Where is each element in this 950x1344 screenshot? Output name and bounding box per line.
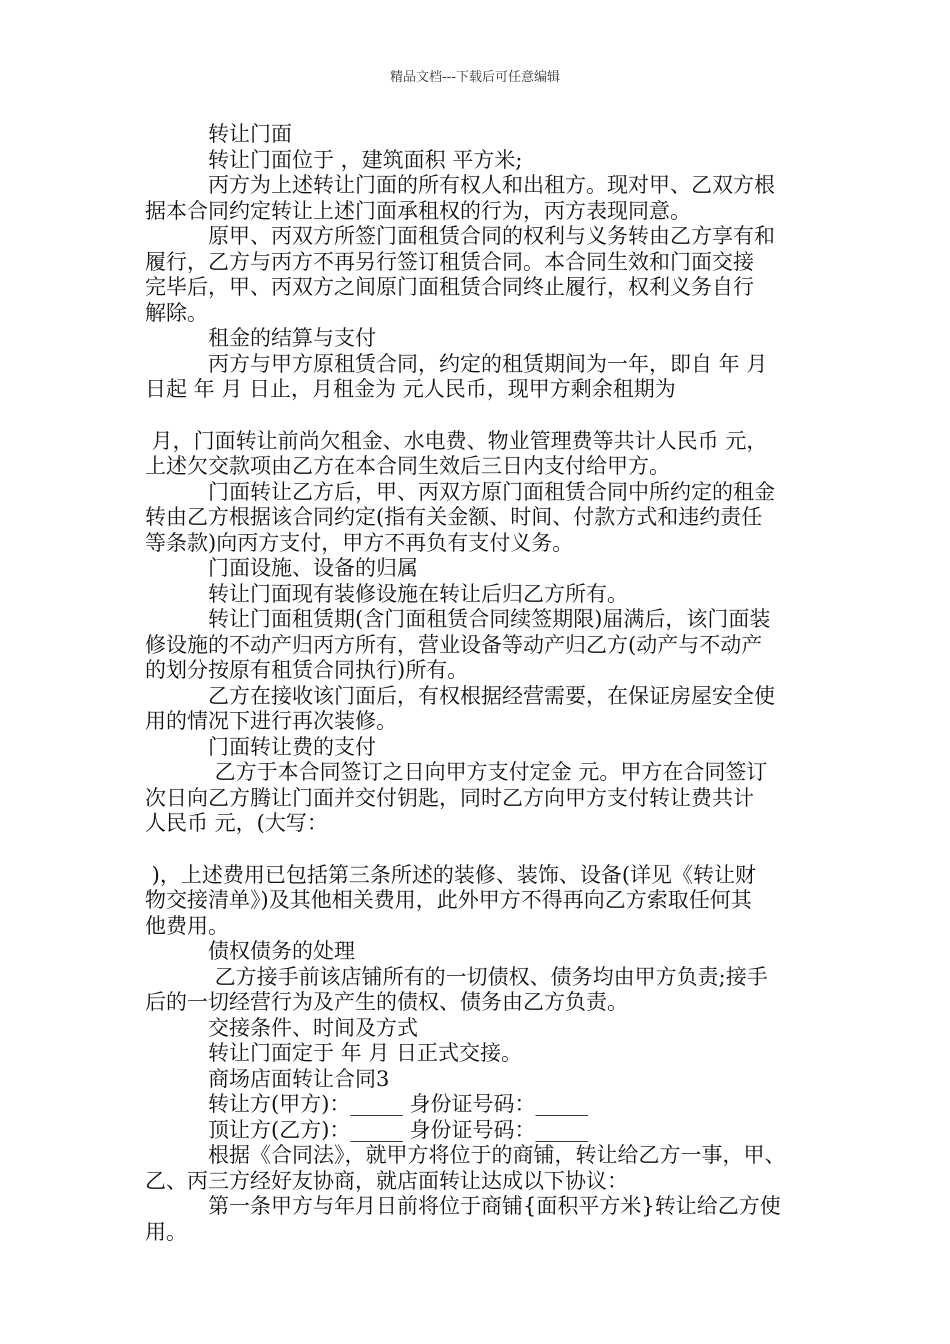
paragraph-line: 原甲、丙双方所签门面租赁合同的权利与义务转由乙方享有和 bbox=[145, 224, 775, 248]
paragraph-line: 转让门面租赁期(含门面租赁合同续签期限)届满后，该门面装 bbox=[145, 607, 771, 631]
contract-title: 商场店面转让合同3 bbox=[145, 1066, 390, 1091]
paragraph-line: 丙方与甲方原租赁合同，约定的租赁期间为一年，即自 年 月 bbox=[145, 351, 768, 376]
section-heading: 租金的结算与支付 bbox=[145, 326, 376, 350]
paragraph-line: 转让门面现有装修设施在转让后归乙方所有。 bbox=[145, 581, 628, 606]
paragraph-line: 解除。 bbox=[145, 300, 208, 325]
section-heading: 门面转让费的支付 bbox=[145, 734, 376, 759]
paragraph-line: 次日向乙方腾让门面并交付钥匙，同时乙方向甲方支付转让费共计 bbox=[145, 785, 754, 810]
document-body bbox=[145, 122, 815, 1245]
section-heading: 转让门面 bbox=[145, 122, 292, 146]
paragraph-line: 完毕后，甲、丙双方之间原门面租赁合同终止履行，权利义务自行 bbox=[145, 275, 754, 299]
paragraph-line: 月，门面转让前尚欠租金、水电费、物业管理费等共计人民币 元， bbox=[145, 428, 768, 453]
paragraph-line: 乙方于本合同签订之日向甲方支付定金 元。甲方在合同签订 bbox=[145, 760, 768, 784]
paragraph-line: 转让门面位于 ，建筑面积 平方米; bbox=[145, 147, 523, 172]
transferor-line: 转让方(甲方)：_____ 身份证号码：_____ bbox=[145, 1092, 589, 1116]
section-heading: 交接条件、时间及方式 bbox=[145, 1015, 418, 1040]
paragraph-line: 履行，乙方与丙方不再另行签订租赁合同。本合同生效和门面交接 bbox=[145, 249, 754, 274]
paragraph-line: )，上述费用已包括第三条所述的装修、装饰、设备(详见《转让财 bbox=[145, 862, 757, 887]
paragraph-line: 用的情况下进行再次装修。 bbox=[145, 709, 397, 733]
paragraph-line: 根据《合同法》，就甲方将位于的商铺，转让给乙方一事，甲、 bbox=[145, 1143, 786, 1167]
paragraph-line: 日起 年 月 日止，月租金为 元人民币，现甲方剩余租期为 bbox=[145, 377, 676, 401]
paragraph-line: 丙方为上述转让门面的所有权人和出租方。现对甲、乙双方根 bbox=[145, 173, 775, 197]
paragraph-line: 据本合同约定转让上述门面承租权的行为，丙方表现同意。 bbox=[145, 198, 691, 223]
page-header: 精品文档---下载后可任意编辑 bbox=[389, 70, 561, 85]
paragraph-line: 物交接清单》)及其他相关费用，此外甲方不得再向乙方索取任何其 bbox=[145, 888, 752, 912]
section-heading: 门面设施、设备的归属 bbox=[145, 556, 418, 580]
paragraph-line: 乙方接手前该店铺所有的一切债权、债务均由甲方负责;接手 bbox=[145, 964, 768, 989]
paragraph-line: 门面转让乙方后，甲、丙双方原门面租赁合同中所约定的租金 bbox=[145, 479, 775, 504]
paragraph-line: 转由乙方根据该合同约定(指有关金额、时间、付款方式和违约责任 bbox=[145, 505, 763, 529]
paragraph-line: 他费用。 bbox=[145, 913, 229, 938]
paragraph-line: 修设施的不动产归丙方所有，营业设备等动产归乙方(动产与不动产 bbox=[145, 632, 763, 657]
paragraph-line: 用。 bbox=[145, 1219, 187, 1244]
paragraph-line: 乙、丙三方经好友协商，就店面转让达成以下协议： bbox=[145, 1168, 628, 1193]
paragraph-line: 乙方在接收该门面后，有权根据经营需要，在保证房屋安全使 bbox=[145, 683, 775, 708]
paragraph-line: 人民币 元，(大写： bbox=[145, 811, 328, 835]
paragraph-line: 等条款)向丙方支付，甲方不再负有支付义务。 bbox=[145, 530, 574, 555]
paragraph-line: 转让门面定于 年 月 日正式交接。 bbox=[145, 1041, 523, 1065]
section-heading: 债权债务的处理 bbox=[145, 939, 355, 963]
paragraph-line: 第一条甲方与年月日前将位于商铺{面积平方米}转让给乙方使 bbox=[145, 1194, 781, 1218]
paragraph-line: 的划分按原有租赁合同执行)所有。 bbox=[145, 658, 469, 682]
paragraph-line: 上述欠交款项由乙方在本合同生效后三日内支付给甲方。 bbox=[145, 454, 670, 478]
paragraph-line: 后的一切经营行为及产生的债权、债务由乙方负责。 bbox=[145, 990, 628, 1014]
transferee-line: 顶让方(乙方)：_____ 身份证号码：_____ bbox=[145, 1117, 589, 1142]
